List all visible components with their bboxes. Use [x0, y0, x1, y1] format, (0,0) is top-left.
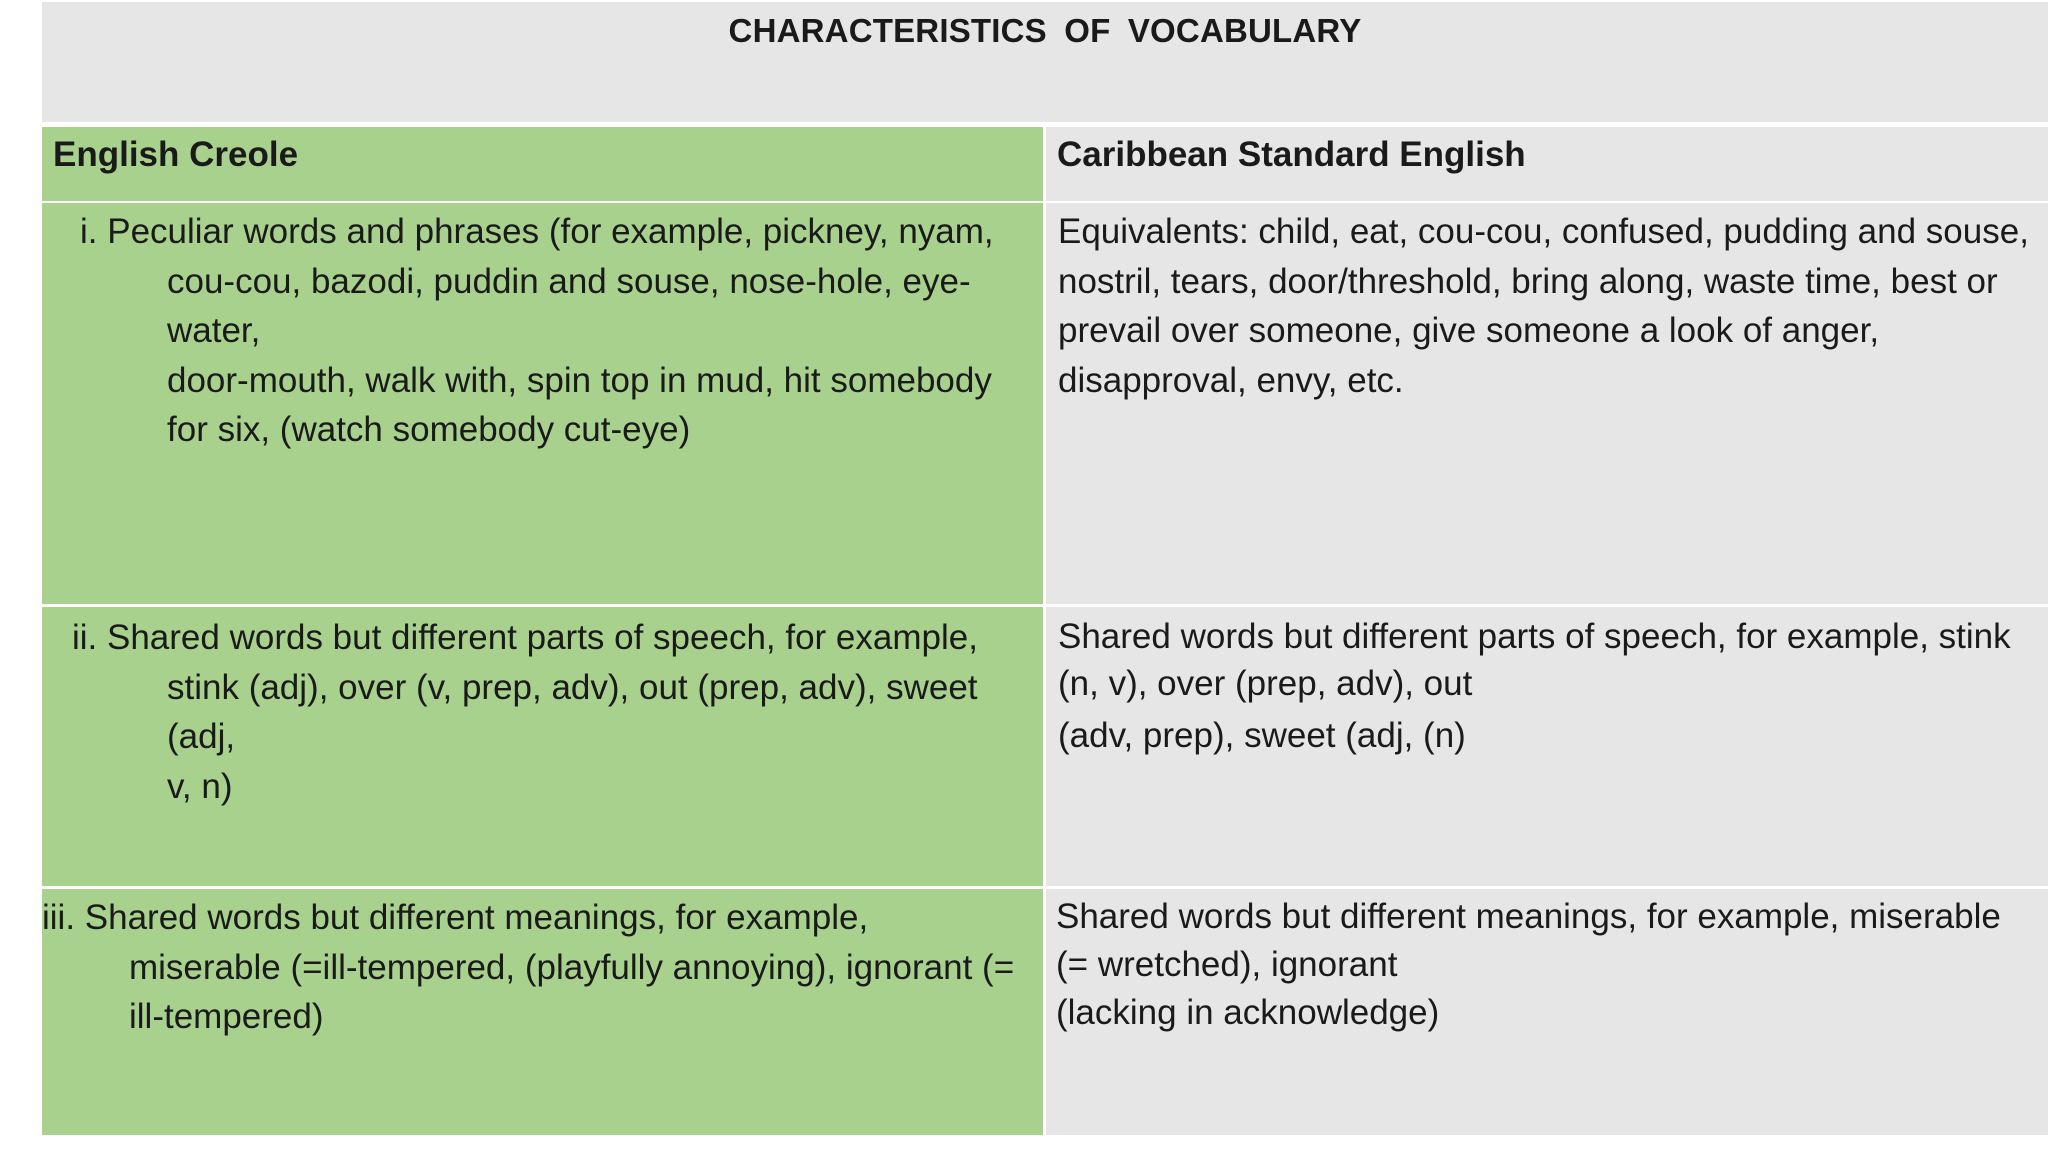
row-3-left-line-3: ill-tempered) — [129, 997, 324, 1036]
row-1-left-line-2: cou-cou, bazodi, puddin and souse, nose-hole, eye-water, — [167, 261, 971, 350]
row-3-right-line-2: (= wretched), ignorant — [1056, 945, 1398, 984]
row-3-right-line-1: Shared words but different meanings, for example, miserable — [1056, 897, 2001, 936]
row-1-right-line-4: disapproval, envy, etc. — [1058, 360, 1404, 400]
row-2-english-creole-cell — [42, 607, 1043, 886]
header-label-english-creole: English Creole — [53, 135, 299, 174]
row-2-left-line-3: v, n) — [167, 766, 233, 806]
row-3-caribbean-standard-english-cell — [1046, 889, 2048, 1135]
row-1-right-line-3: prevail over someone, give someone a look of anger, — [1058, 311, 1880, 350]
row-2-left-line-2: stink (adj), over (v, prep, adv), out (prep, adv), sweet (adj, — [167, 667, 978, 756]
row-1-left-line-4: for six, (watch somebody cut-eye) — [167, 410, 691, 449]
row-1-right-line-1: Equivalents: child, eat, cou-cou, confused, pudding and souse, — [1058, 212, 2029, 251]
header-cell-caribbean-standard-english — [1046, 127, 2048, 201]
row-1-right-line-2: nostril, tears, door/threshold, bring along, waste time, best or — [1058, 261, 1998, 301]
row-3-english-creole-cell — [42, 889, 1043, 1135]
row-1-english-creole-cell — [42, 203, 1043, 604]
header-label-caribbean-standard-english: Caribbean Standard English — [1057, 135, 1526, 174]
row-3-english-creole-text — [42, 893, 1014, 1042]
row-2-english-creole-text — [72, 613, 1043, 811]
row-2-right-line-1: Shared words but different parts of speech, for example, stink — [1058, 617, 2011, 656]
row-3-left-line-1: iii. Shared words but different meanings, for example, — [42, 898, 869, 937]
row-1-caribbean-standard-english-cell — [1046, 203, 2048, 604]
header-cell-english-creole — [42, 127, 1043, 201]
row-2-right-line-3: (adv, prep), sweet (adj, (n) — [1058, 716, 1466, 755]
row-2-left-line-1: ii. Shared words but different parts of speech, for example, — [72, 618, 978, 657]
vocabulary-table — [42, 127, 2048, 1135]
row-2-caribbean-standard-english-text — [1058, 613, 2048, 764]
row-2-caribbean-standard-english-cell — [1046, 607, 2048, 886]
row-1-english-creole-text — [80, 207, 1043, 455]
row-3-caribbean-standard-english-text — [1056, 893, 2048, 1037]
row-1-caribbean-standard-english-text — [1058, 207, 2048, 405]
row-3-right-line-3: (lacking in acknowledge) — [1056, 993, 1440, 1032]
row-1-left-line-1: i. Peculiar words and phrases (for example, pickney, nyam, — [80, 212, 994, 251]
row-3-left-line-2: miserable (=ill-tempered, (playfully annoying), ignorant (= — [129, 947, 1015, 987]
row-2-right-line-2: (n, v), over (prep, adv), out — [1058, 664, 1473, 703]
slide-title: CHARACTERISTICS OF VOCABULARY — [728, 12, 1362, 49]
row-1-left-line-3: door-mouth, walk with, spin top in mud, hit somebody — [167, 360, 992, 400]
title-bar — [42, 2, 2048, 122]
